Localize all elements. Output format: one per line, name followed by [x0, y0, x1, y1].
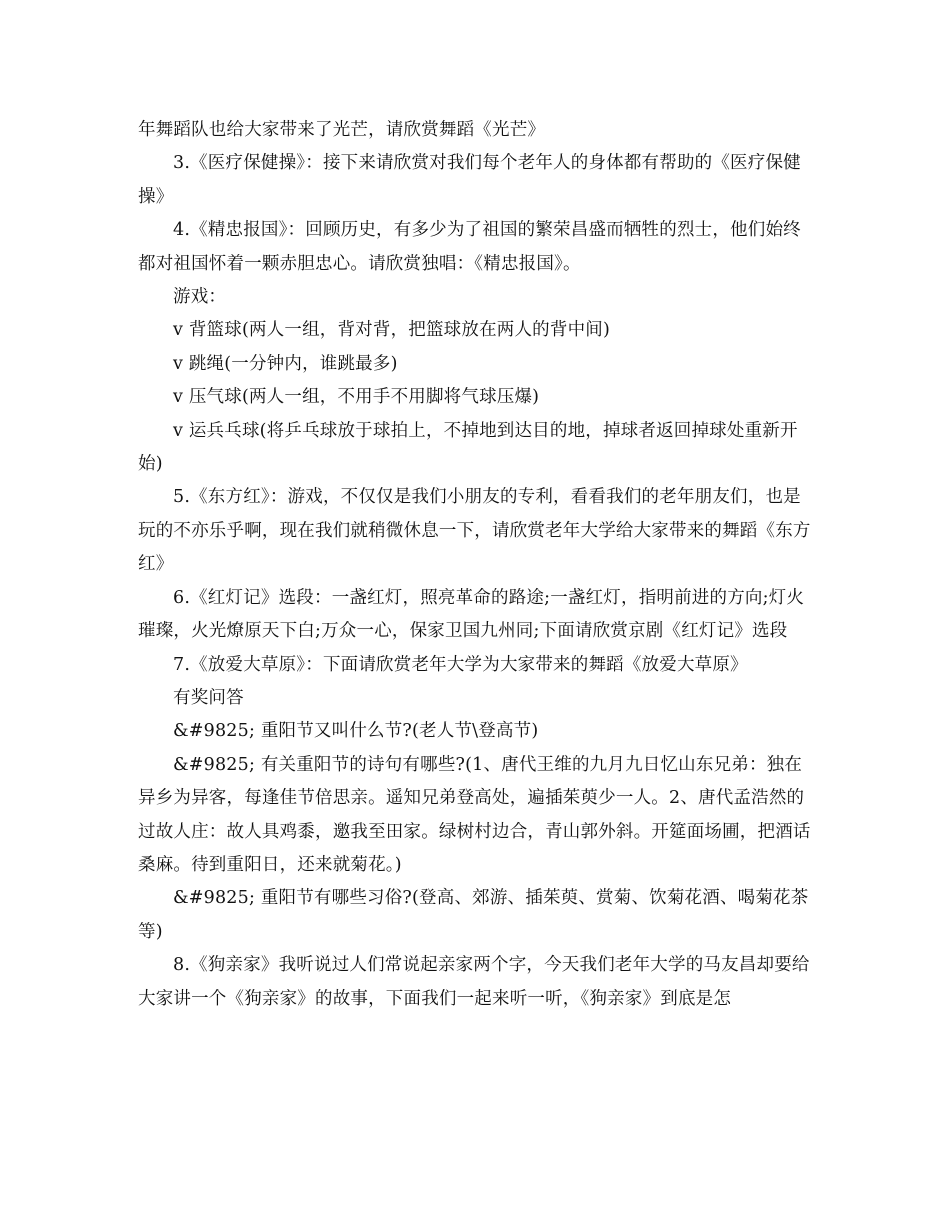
list-item-game-4: v 运兵乓球(将乒乓球放于球拍上，不掉地到达目的地，掉球者返回掉球处重新开始): [138, 420, 798, 475]
list-item-quiz-1: &#9825; 重阳节又叫什么节?(老人节\登高节): [173, 721, 539, 742]
paragraph-guangmang-end: 年舞蹈队也给大家带来了光芒，请欣赏舞蹈《光芒》: [138, 120, 546, 140]
paragraph-item-3: 3.《医疗保健操》：接下来请欣赏对我们每个老年人的身体都有帮助的《医疗保健操》: [138, 153, 801, 207]
document-body: [138, 114, 814, 1016]
paragraph-item-7: 7.《放爱大草原》：下面请欣赏老年大学为大家带来的舞蹈《放爱大草原》: [173, 654, 748, 675]
list-item-game-3: v 压气球(两人一组，不用手不用脚将气球压爆): [173, 387, 540, 408]
paragraph-item-4: 4.《精忠报国》：回顾历史，有多少为了祖国的繁荣昌盛而牺牲的烈士，他们始终都对祖国怀着一颗赤胆忠心。请欣赏独唱：《精忠报国》。: [138, 220, 801, 274]
list-item-quiz-3: &#9825; 重阳节有哪些习俗?(登高、郊游、插茱萸、赏菊、饮菊花酒、喝菊花茶等): [138, 888, 809, 942]
paragraph-item-5: 5.《东方红》：游戏，不仅仅是我们小朋友的专利，看看我们的老年朋友们，也是玩的不亦乐乎啊，现在我们就稍微休息一下，请欣赏老年大学给大家带来的舞蹈《东方红》: [138, 487, 811, 575]
list-item-game-1: v 背篮球(两人一组，背对背，把篮球放在两人的背中间): [173, 320, 611, 341]
list-item-game-2: v 跳绳(一分钟内，谁跳最多): [173, 353, 398, 374]
list-item-quiz-2: &#9825; 有关重阳节的诗句有哪些?(1、唐代王维的九月九日忆山东兄弟：独在异乡为异客，每逢佳节倍思亲。遥知兄弟登高处，遍插茱萸少一人。2、唐代孟浩然的过故人庄：故人具鸡黍，邀我至田家。绿树村边合，青山郭外斜。开筵面场圃，把酒话桑麻。待到重阳日，还来就菊花。): [138, 754, 811, 875]
paragraph-games-heading: 游戏：: [173, 287, 227, 308]
paragraph-item-8: 8.《狗亲家》我听说过人们常说起亲家两个字，今天我们老年大学的马友昌却要给大家讲一个《狗亲家》的故事，下面我们一起来听一听，《狗亲家》到底是怎: [138, 955, 810, 1009]
paragraph-item-6: 6.《红灯记》选段：一盏红灯，照亮革命的路途;一盏红灯，指明前进的方向;灯火璀璨，火光燎原天下白;万众一心，保家卫国九州同;下面请欣赏京剧《红灯记》选段: [138, 587, 805, 642]
paragraph-quiz-heading: 有奖问答: [173, 687, 244, 708]
